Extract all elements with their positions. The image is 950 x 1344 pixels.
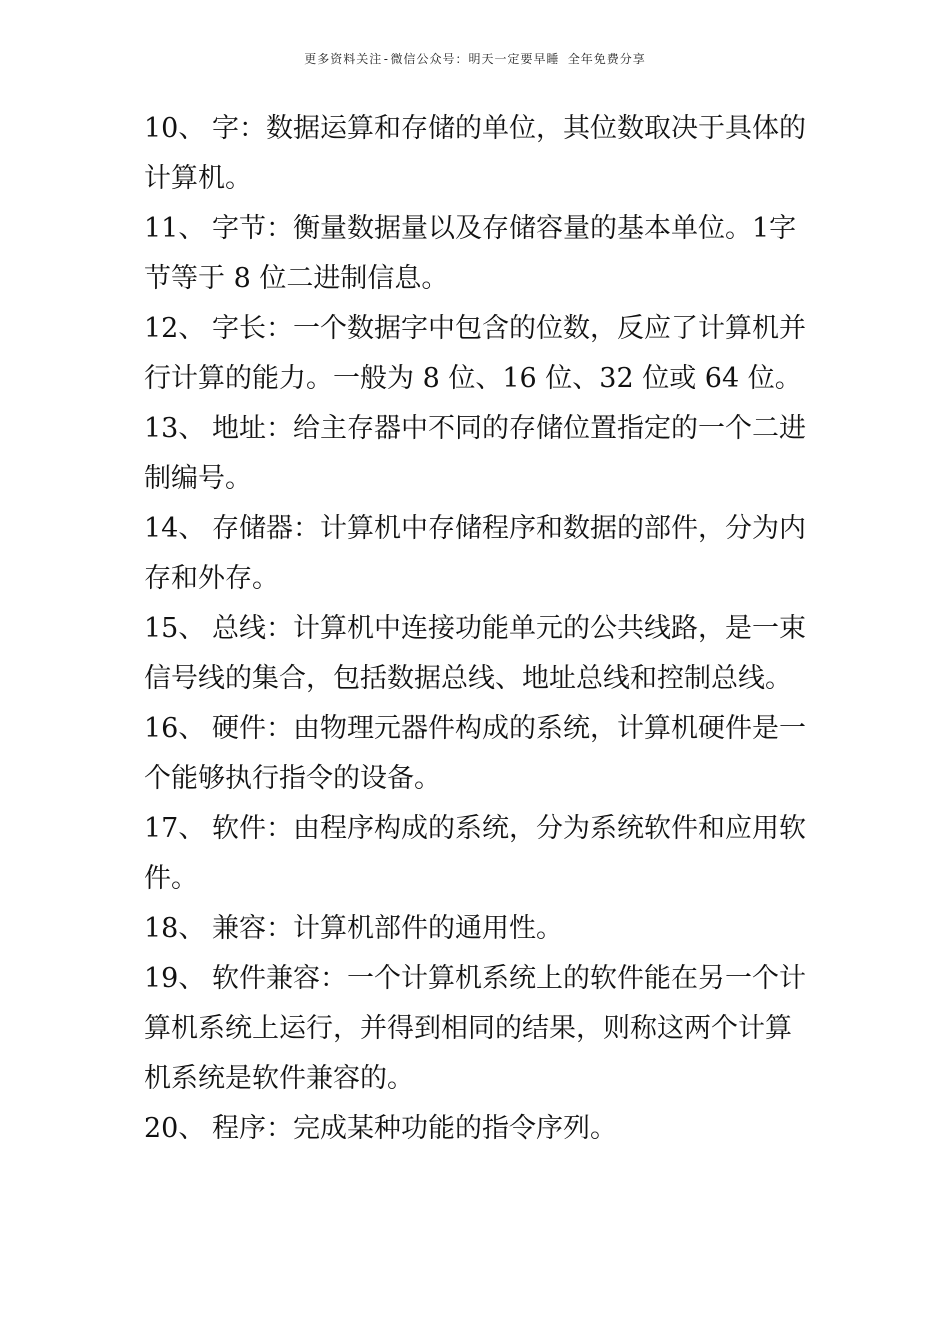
glossary-list [144, 104, 809, 1154]
entry-number: 12、 [144, 313, 206, 344]
entry-number: 20、 [144, 1113, 206, 1144]
glossary-entry [144, 804, 809, 904]
entry-text: 字节：衡量数据量以及存储容量的基本单位。1字节等于 8 位二进制信息。 [144, 213, 797, 294]
entry-number: 14、 [144, 513, 206, 544]
glossary-entry [144, 504, 809, 604]
entry-text: 存储器：计算机中存储程序和数据的部件，分为内存和外存。 [144, 513, 806, 594]
glossary-entry [144, 104, 809, 204]
entry-number: 16、 [144, 713, 206, 744]
glossary-entry [144, 904, 809, 954]
glossary-entry [144, 404, 809, 504]
glossary-entry [144, 604, 809, 704]
entry-text: 程序：完成某种功能的指令序列。 [212, 1113, 617, 1144]
entry-text: 总线：计算机中连接功能单元的公共线路，是一束信号线的集合，包括数据总线、地址总线和控制总线。 [144, 613, 806, 694]
entry-text: 兼容：计算机部件的通用性。 [212, 913, 563, 944]
entry-text: 地址：给主存器中不同的存储位置指定的一个二进制编号。 [144, 413, 806, 494]
entry-text: 软件：由程序构成的系统，分为系统软件和应用软件。 [144, 813, 806, 894]
entry-text: 字：数据运算和存储的单位，其位数取决于具体的计算机。 [144, 113, 806, 194]
entry-number: 18、 [144, 913, 206, 944]
entry-number: 15、 [144, 613, 206, 644]
entry-number: 11、 [144, 213, 206, 244]
entry-number: 10、 [144, 113, 206, 144]
entry-text: 字长：一个数据字中包含的位数，反应了计算机并行计算的能力。一般为 8 位、16 位、32 位或 64 位。 [144, 313, 806, 394]
entry-text: 软件兼容：一个计算机系统上的软件能在另一个计算机系统上运行，并得到相同的结果，则称这两个计算机系统是软件兼容的。 [144, 963, 806, 1094]
glossary-entry [144, 704, 809, 804]
entry-number: 13、 [144, 413, 206, 444]
entry-number: 17、 [144, 813, 206, 844]
glossary-entry [144, 1104, 809, 1154]
glossary-entry [144, 304, 809, 404]
glossary-entry [144, 204, 809, 304]
page-header: 更多资料关注-微信公众号：明天一定要早睡 全年免费分享 [304, 52, 646, 66]
entry-number: 19、 [144, 963, 206, 994]
glossary-entry [144, 954, 809, 1104]
entry-text: 硬件：由物理元器件构成的系统，计算机硬件是一个能够执行指令的设备。 [144, 713, 806, 794]
